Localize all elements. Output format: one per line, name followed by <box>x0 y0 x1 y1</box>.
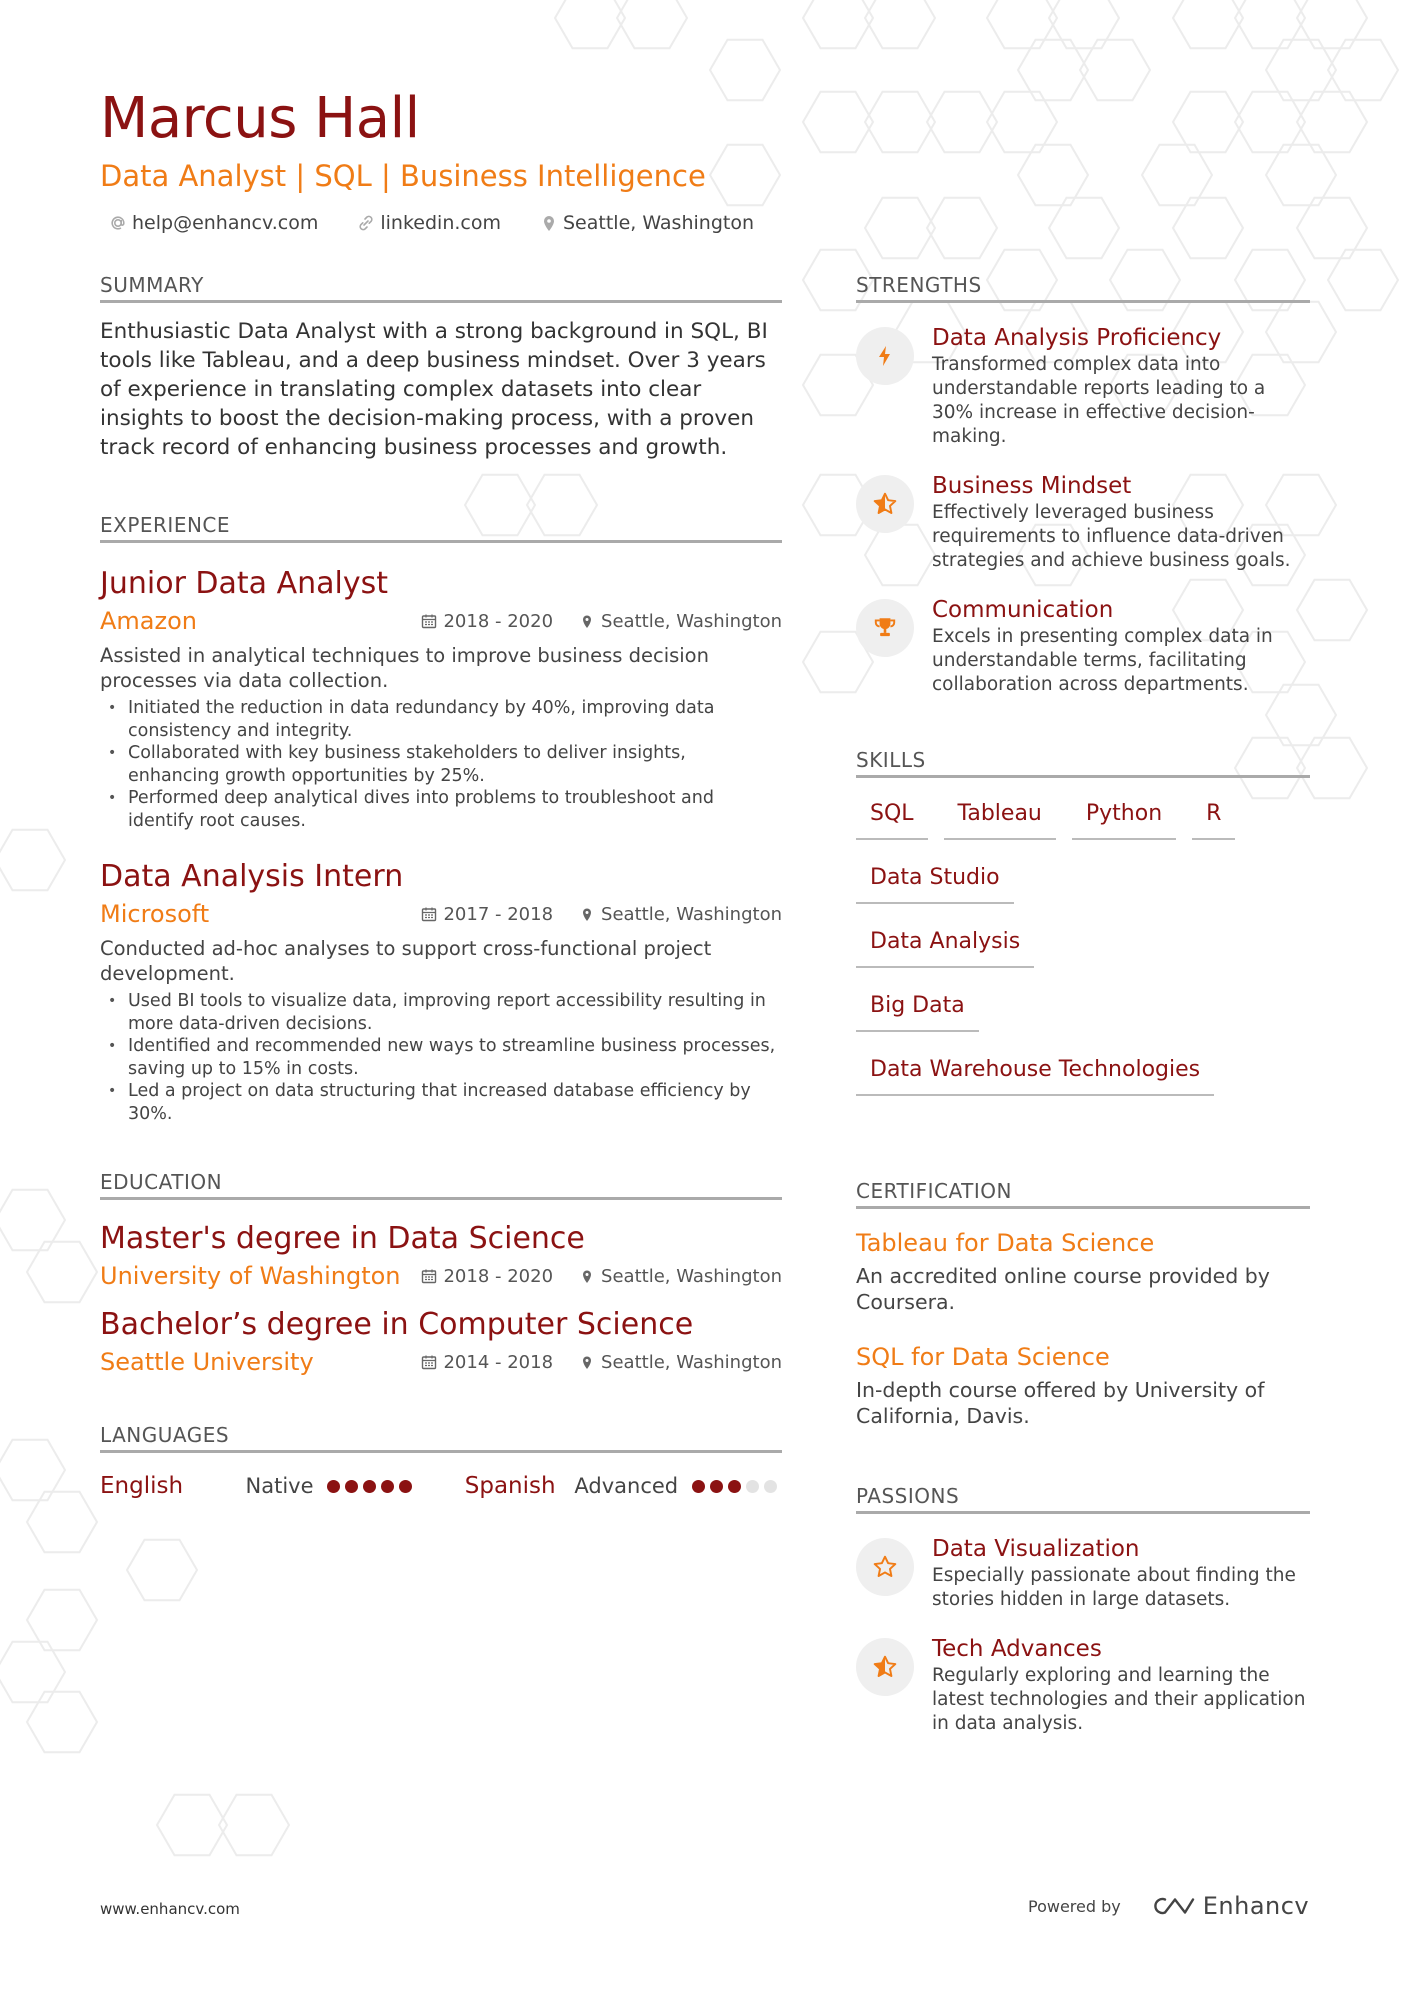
education-location: Seattle, Washington <box>601 1265 782 1287</box>
certification-item <box>856 1341 1310 1429</box>
strength-description: Transformed complex data into understandable reports leading to a 30% increase in effective decision-making. <box>932 354 1266 447</box>
rating-dot-filled <box>399 1480 412 1493</box>
company-name: Microsoft <box>100 900 210 928</box>
contact-email[interactable] <box>100 210 318 236</box>
education-meta-row <box>100 1346 782 1378</box>
experience-entry <box>100 858 782 1125</box>
degree-title: Bachelor’s degree in Computer Science <box>100 1307 694 1342</box>
star-outline-icon <box>872 1554 898 1580</box>
strengths-section <box>856 272 1310 697</box>
contact-location-text: Seattle, Washington <box>563 212 754 234</box>
education-meta <box>421 1352 782 1373</box>
strength-description: Excels in presenting complex data in understandable terms, facilitating collaboration across departments. <box>932 626 1273 695</box>
strength-icon-wrap <box>856 599 914 657</box>
language-level: Advanced <box>574 1474 679 1498</box>
certification-item <box>856 1227 1310 1315</box>
school-name: Seattle University <box>100 1348 314 1376</box>
education-entry <box>100 1306 782 1378</box>
degree-title: Master's degree in Data Science <box>100 1221 585 1256</box>
passion-icon-wrap <box>856 1538 914 1596</box>
job-bullet: • Used BI tools to visualize data, improving report accessibility resulting in more data-driven decisions. <box>100 990 782 1035</box>
candidate-name: Marcus Hall <box>100 86 420 151</box>
calendar-icon <box>421 906 437 922</box>
link-icon <box>356 213 376 233</box>
job-meta <box>421 904 782 925</box>
enhancv-logo-icon <box>1149 1894 1195 1918</box>
at-icon <box>108 213 128 233</box>
resume-header <box>100 84 1000 236</box>
education-meta <box>421 1266 782 1287</box>
education-meta-row <box>100 1260 782 1292</box>
calendar-icon <box>421 1268 437 1284</box>
contact-row <box>100 210 1000 236</box>
job-title: Junior Data Analyst <box>100 566 389 601</box>
job-description: Assisted in analytical techniques to improve business decision processes via data collection. <box>100 644 709 692</box>
job-bullets <box>100 697 782 832</box>
rating-dot-empty <box>746 1480 759 1493</box>
passion-name: Tech Advances <box>932 1636 1102 1662</box>
left-column <box>100 272 782 1499</box>
summary-text: Enthusiastic Data Analyst with a strong background in SQL, BI tools like Tableau, and a deep business mindset. Over 3 years of experience in translating complex datasets into clear insights to boost the decision-making process, with a proven track record of enhancing business processes and growth. <box>100 319 768 460</box>
languages-row <box>100 1473 782 1499</box>
education-section <box>100 1169 782 1378</box>
certification-heading: CERTIFICATION <box>856 1178 1310 1209</box>
language-name: Spanish <box>464 1473 556 1499</box>
contact-linkedin[interactable] <box>348 210 501 236</box>
location-pin-icon <box>579 1268 595 1284</box>
location-pin-icon <box>579 613 595 629</box>
right-column <box>856 272 1310 1736</box>
skill-tag: Data Warehouse Technologies <box>856 1048 1214 1096</box>
skill-tag: Python <box>1072 792 1176 840</box>
enhancv-brand-name: Enhancv <box>1202 1892 1310 1920</box>
language-rating <box>327 1480 465 1493</box>
strengths-heading: STRENGTHS <box>856 272 1310 303</box>
certification-name: Tableau for Data Science <box>856 1229 1155 1257</box>
contact-linkedin-text: linkedin.com <box>380 212 501 234</box>
certification-description: In-depth course offered by University of California, Davis. <box>856 1378 1265 1428</box>
education-heading: EDUCATION <box>100 1169 782 1200</box>
candidate-title: Data Analyst | SQL | Business Intelligence <box>100 159 706 193</box>
rating-dot-filled <box>363 1480 376 1493</box>
footer-website[interactable]: www.enhancv.com <box>100 1900 240 1918</box>
language-name: English <box>100 1473 184 1499</box>
passion-description: Regularly exploring and learning the latest technologies and their application in data analysis. <box>932 1665 1306 1734</box>
certification-section <box>856 1178 1310 1429</box>
passion-item <box>856 1634 1310 1736</box>
strength-text <box>932 323 1310 449</box>
rating-dot-filled <box>327 1480 340 1493</box>
strength-name: Business Mindset <box>932 473 1132 499</box>
strength-text <box>932 595 1310 697</box>
passion-name: Data Visualization <box>932 1536 1140 1562</box>
star-half-icon <box>872 1654 898 1680</box>
skill-tag: Big Data <box>856 984 979 1032</box>
experience-entry <box>100 565 782 832</box>
education-entry <box>100 1220 782 1292</box>
experience-section <box>100 512 782 1125</box>
education-dates: 2014 - 2018 <box>443 1351 554 1373</box>
experience-heading: EXPERIENCE <box>100 512 782 543</box>
job-meta <box>421 611 782 632</box>
skill-tag: Data Analysis <box>856 920 1034 968</box>
passions-section <box>856 1483 1310 1736</box>
powered-by-label: Powered by <box>1028 1896 1121 1916</box>
certification-name: SQL for Data Science <box>856 1343 1110 1371</box>
rating-dot-filled <box>381 1480 394 1493</box>
skills-section <box>856 747 1310 1112</box>
passion-icon-wrap <box>856 1638 914 1696</box>
strength-description: Effectively leveraged business requirements to influence data-driven strategies and achieve business goals. <box>932 502 1291 571</box>
strength-icon-wrap <box>856 327 914 385</box>
strength-text <box>932 471 1310 573</box>
lightning-bolt-icon <box>873 344 897 368</box>
rating-dot-filled <box>728 1480 741 1493</box>
job-bullets <box>100 990 782 1125</box>
strength-name: Data Analysis Proficiency <box>932 325 1222 351</box>
job-dates: 2018 - 2020 <box>443 610 554 632</box>
rating-dot-filled <box>710 1480 723 1493</box>
skills-heading: SKILLS <box>856 747 1310 778</box>
school-name: University of Washington <box>100 1262 401 1290</box>
location-pin-icon <box>579 906 595 922</box>
passion-item <box>856 1534 1310 1612</box>
job-location: Seattle, Washington <box>601 903 782 925</box>
languages-heading: LANGUAGES <box>100 1422 782 1453</box>
rating-dot-filled <box>692 1480 705 1493</box>
strength-item <box>856 323 1310 449</box>
passion-text <box>932 1534 1310 1612</box>
job-bullet: • Led a project on data structuring that increased database efficiency by 30%. <box>100 1080 782 1125</box>
job-location: Seattle, Washington <box>601 610 782 632</box>
rating-dot-empty <box>764 1480 777 1493</box>
passion-text <box>932 1634 1310 1736</box>
star-half-icon <box>872 491 898 517</box>
location-pin-icon <box>539 213 559 233</box>
strength-icon-wrap <box>856 475 914 533</box>
language-level: Native <box>245 1474 314 1498</box>
passion-description: Especially passionate about finding the stories hidden in large datasets. <box>932 1565 1296 1610</box>
calendar-icon <box>421 1354 437 1370</box>
skill-tag: Data Studio <box>856 856 1014 904</box>
skill-tag: SQL <box>856 792 928 840</box>
education-location: Seattle, Washington <box>601 1351 782 1373</box>
job-bullet: • Performed deep analytical dives into problems to troubleshoot and identify root causes. <box>100 787 782 832</box>
trophy-icon <box>872 615 898 641</box>
language-rating <box>692 1480 782 1493</box>
job-bullet: • Collaborated with key business stakeholders to deliver insights, enhancing growth opportunities by 25%. <box>100 742 782 787</box>
calendar-icon <box>421 613 437 629</box>
location-pin-icon <box>579 1354 595 1370</box>
job-title: Data Analysis Intern <box>100 859 404 894</box>
company-name: Amazon <box>100 607 197 635</box>
summary-section <box>100 272 782 462</box>
certification-description: An accredited online course provided by Coursera. <box>856 1264 1270 1314</box>
job-bullet: • Identified and recommended new ways to streamline business processes, saving up to 15% in costs. <box>100 1035 782 1080</box>
passions-heading: PASSIONS <box>856 1483 1310 1514</box>
job-description: Conducted ad-hoc analyses to support cross-functional project development. <box>100 937 712 985</box>
footer-branding <box>1028 1892 1309 1920</box>
languages-section <box>100 1422 782 1499</box>
rating-dot-filled <box>345 1480 358 1493</box>
strength-item <box>856 471 1310 573</box>
job-bullet: • Initiated the reduction in data redundancy by 40%, improving data consistency and integrity. <box>100 697 782 742</box>
job-meta-row <box>100 898 782 930</box>
contact-email-text: help@enhancv.com <box>132 212 319 234</box>
strength-name: Communication <box>932 597 1114 623</box>
job-dates: 2017 - 2018 <box>443 903 554 925</box>
skill-tag: R <box>1192 792 1235 840</box>
skills-list <box>856 792 1326 1112</box>
strength-item <box>856 595 1310 697</box>
education-dates: 2018 - 2020 <box>443 1265 554 1287</box>
job-meta-row <box>100 605 782 637</box>
skill-tag: Tableau <box>944 792 1056 840</box>
contact-location <box>531 210 754 236</box>
summary-heading: SUMMARY <box>100 272 782 303</box>
